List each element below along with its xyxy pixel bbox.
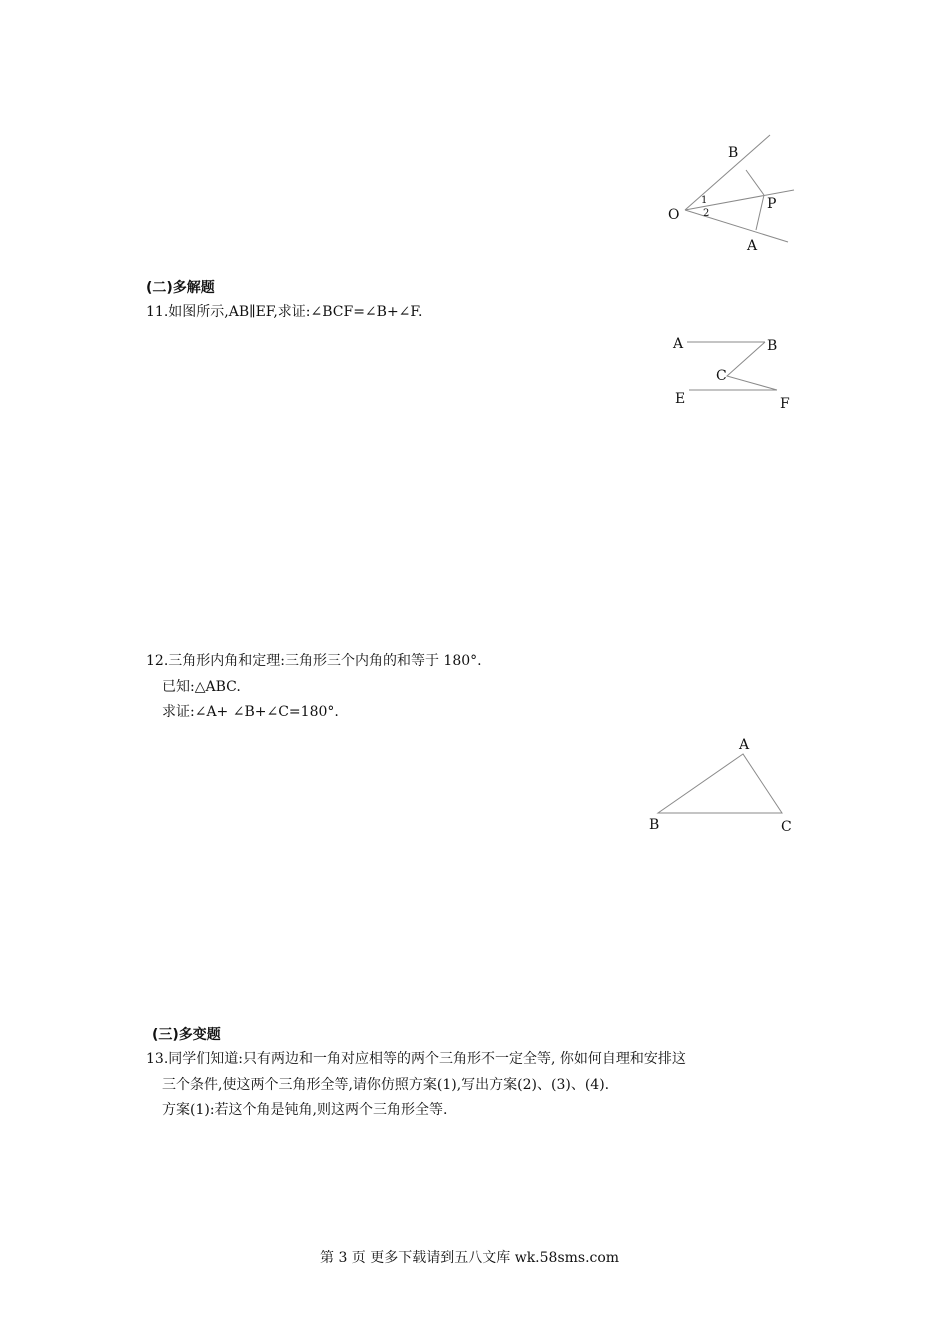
label-b: B	[649, 817, 660, 833]
section-heading-multi-solution: (二)多解题	[146, 280, 215, 296]
label-b: B	[728, 145, 739, 161]
triangle-abc	[658, 754, 782, 813]
label-b: B	[767, 338, 778, 354]
label-a: A	[673, 336, 684, 352]
segment-pb	[746, 170, 764, 195]
label-c: C	[781, 819, 792, 835]
question-12-prove: 求证:∠A+ ∠B+∠C=180°.	[162, 704, 339, 720]
angle-figure	[660, 130, 800, 260]
parallel-lines-figure	[665, 330, 805, 415]
section-heading-multi-variation: (三)多变题	[152, 1027, 221, 1043]
label-angle-1: 1	[701, 195, 708, 206]
label-a: A	[747, 238, 758, 254]
triangle-abc-figure	[645, 732, 805, 837]
label-p: P	[767, 196, 777, 212]
question-12-statement: 12.三角形内角和定理:三角形三个内角的和等于 180°.	[146, 653, 482, 669]
label-c: C	[716, 368, 727, 384]
ray-oa	[685, 210, 788, 242]
segment-pa	[756, 195, 764, 230]
question-13-line-1: 13.同学们知道:只有两边和一角对应相等的两个三角形不一定全等, 你如何自理和安排这	[146, 1051, 686, 1067]
question-13-line-2: 三个条件,使这两个三角形全等,请你仿照方案(1),写出方案(2)、(3)、(4).	[162, 1077, 610, 1093]
page-footer: 第 3 页 更多下载请到五八文库 wk.58sms.com	[320, 1250, 620, 1266]
label-a: A	[739, 737, 750, 753]
question-12-given: 已知:△ABC.	[162, 679, 241, 695]
label-e: E	[675, 391, 686, 407]
label-f: F	[780, 396, 790, 412]
question-13-line-3: 方案(1):若这个角是钝角,则这两个三角形全等.	[162, 1102, 448, 1118]
question-11-text: 11.如图所示,AB∥EF,求证:∠BCF=∠B+∠F.	[146, 304, 423, 320]
label-angle-2: 2	[703, 208, 710, 219]
label-o: O	[668, 207, 680, 223]
